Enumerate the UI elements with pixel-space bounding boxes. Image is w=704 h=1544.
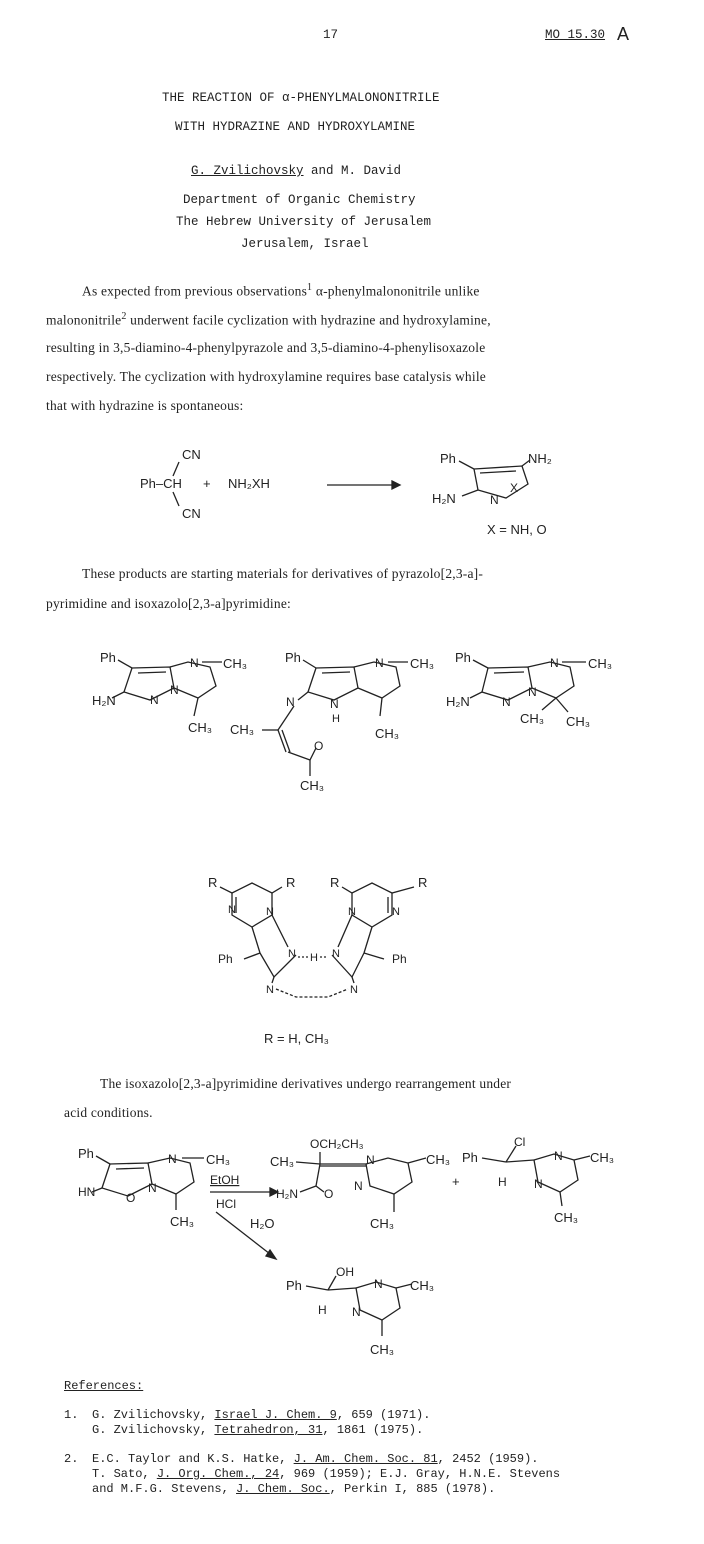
pyrazolopyrimidine-structures (90, 640, 650, 810)
n-label: N (352, 1305, 361, 1319)
h2n-label: H₂N (446, 694, 470, 709)
n-label: N (348, 906, 356, 918)
och2ch3-label: OCH₂CH₃ (310, 1137, 364, 1151)
n-label: N (170, 683, 179, 697)
reaction-scheme-1 (130, 440, 600, 550)
para1-text: α-phenylmalononitrile unlike (312, 283, 480, 299)
structure-c (446, 650, 612, 729)
n-label: N (190, 656, 199, 670)
document-letter: A (617, 24, 630, 44)
ch3-label: CH₃ (230, 722, 255, 737)
ref-text: , 1861 (1975). (322, 1423, 424, 1437)
n-label: N (350, 984, 358, 996)
r-label: R (286, 875, 296, 890)
isoxazolopyrimidine-start (78, 1146, 230, 1229)
ref-journal: J. Org. Chem., 24 (156, 1467, 280, 1481)
reference-1-number: 1. (64, 1408, 79, 1422)
ph-label: Ph (462, 1150, 478, 1165)
n-label: N (332, 948, 340, 960)
ref-journal: Israel J. Chem. 9 (214, 1408, 337, 1422)
n-label: N (534, 1177, 543, 1191)
affiliation-location: Jerusalem, Israel (241, 237, 369, 251)
para1-line-4: respectively. The cyclization with hydroxylamine requires base catalysis while (46, 369, 486, 384)
r-label: R (330, 875, 340, 890)
ch3-label: CH₃ (370, 1216, 395, 1231)
h-label: H (310, 952, 318, 964)
cl-label: Cl (514, 1135, 526, 1149)
ref-text: , 969 (1959); E.J. Gray, H.N.E. Stevens (279, 1467, 561, 1481)
h-label: H (318, 1303, 327, 1317)
product-alcohol (286, 1265, 434, 1357)
ph-label: Ph (455, 650, 471, 665)
r-label: R (418, 875, 428, 890)
author-line (191, 164, 401, 178)
oh-label: OH (336, 1265, 354, 1279)
reagent-label: NH₂XH (228, 476, 270, 491)
ref-text: G. Zvilichovsky, (92, 1408, 215, 1422)
affiliation-university: The Hebrew University of Jerusalem (176, 215, 432, 229)
h2o-label: H₂O (250, 1216, 275, 1231)
cn-label: CN (182, 506, 201, 521)
ch3-label: CH₃ (188, 720, 213, 735)
ch3-label: CH₃ (554, 1210, 579, 1225)
n-label: N (330, 697, 339, 711)
para1-line-3: resulting in 3,5-diamino-4-phenylpyrazole and 3,5-diamino-4-phenylisoxazole (46, 340, 486, 355)
h2n-label: H₂N (92, 693, 116, 708)
ch3-label: CH₃ (375, 726, 400, 741)
ph-label: Ph (440, 451, 456, 466)
ch3-label: CH₃ (566, 714, 591, 729)
plus-sign: + (203, 476, 211, 491)
para1-line-1 (82, 282, 480, 300)
ph-label: Ph (218, 952, 233, 966)
ch3-label: CH₃ (590, 1150, 615, 1165)
dimer-structure (200, 865, 440, 1055)
ch3-label: CH₃ (223, 656, 248, 671)
rearrangement-scheme (70, 1130, 650, 1370)
affiliation-department: Department of Organic Chemistry (183, 193, 416, 207)
ph-ch-label: Ph–CH (140, 476, 182, 491)
n-label: N (374, 1277, 383, 1291)
h-label: H (498, 1175, 507, 1189)
n-label: N (375, 656, 384, 670)
cn-label: CN (182, 447, 201, 462)
ch3-label: CH₃ (426, 1152, 451, 1167)
n-label: N (148, 1181, 157, 1195)
ch3-label: CH₃ (370, 1342, 395, 1357)
ref-text: and M.F.G. Stevens, (92, 1482, 237, 1496)
ch3-label: CH₃ (588, 656, 613, 671)
n-label: N (168, 1152, 177, 1166)
h-label: H (332, 713, 340, 725)
n-label: N (266, 906, 274, 918)
structure-a (92, 650, 247, 735)
etoh-label: EtOH (210, 1173, 240, 1187)
reference-1-line-1 (92, 1408, 430, 1422)
ch3-label: CH₃ (170, 1214, 195, 1229)
ref-text: , Perkin I, 885 (1978). (329, 1482, 496, 1496)
para1-line-5: that with hydrazine is spontaneous: (46, 398, 244, 413)
ref-journal: J. Am. Chem. Soc. 81 (293, 1452, 438, 1466)
n-label: N (266, 984, 274, 996)
reference-2-number: 2. (64, 1452, 79, 1466)
ch3-label: CH₃ (300, 778, 325, 793)
ref-journal: Tetrahedron, 31 (214, 1423, 323, 1437)
ref-text: G. Zvilichovsky, (92, 1423, 215, 1437)
r-definition: R = H, CH₃ (264, 1031, 329, 1046)
ch3-label: CH₃ (410, 656, 435, 671)
ch3-label: CH₃ (206, 1152, 231, 1167)
footnote-ref-2: 2 (121, 311, 127, 322)
title-line-1: THE REACTION OF α-PHENYLMALONONITRILE (162, 91, 440, 105)
author-1: G. Zvilichovsky (191, 164, 304, 178)
nh2-label: NH₂ (528, 451, 552, 466)
n-label: N (150, 693, 159, 707)
ch3-label: CH₃ (410, 1278, 435, 1293)
n-label: N (528, 685, 537, 699)
n-label: N (502, 695, 511, 709)
o-label: O (314, 739, 324, 753)
page-number: 17 (323, 28, 339, 42)
para2-line-1: These products are starting materials for derivatives of pyrazolo[2,3-a]- (82, 566, 484, 581)
ch3-label: CH₃ (520, 711, 545, 726)
r-label: R (208, 875, 218, 890)
n-label: N (550, 656, 559, 670)
para1-text: underwent facile cyclization with hydrazine and hydroxylamine, (126, 312, 491, 328)
hn-label: HN (78, 1185, 96, 1199)
n-label: N (490, 493, 499, 507)
x-label: X (510, 481, 519, 495)
n-label: N (228, 904, 236, 916)
author-connector: and M. David (311, 164, 402, 178)
ref-text: T. Sato, (92, 1467, 157, 1481)
o-label: O (324, 1187, 334, 1201)
h2n-label: H₂N (432, 491, 456, 506)
para3-line-1: The isoxazolo[2,3-a]pyrimidine derivatives undergo rearrangement under (100, 1076, 512, 1091)
footnote-ref-1: 1 (307, 282, 313, 293)
product-ester (270, 1137, 450, 1231)
product-chloride (462, 1135, 614, 1225)
structure-b (230, 650, 434, 793)
reference-2-line-3 (92, 1482, 495, 1496)
h2n-label: H₂N (276, 1187, 298, 1201)
o-label: O (126, 1191, 136, 1205)
n-label: N (392, 906, 400, 918)
para1-text: malononitrile (46, 312, 122, 328)
reference-2-line-2 (92, 1467, 560, 1481)
references-heading: References: (64, 1379, 144, 1393)
n-label: N (286, 695, 295, 709)
ph-label: Ph (100, 650, 116, 665)
para1-line-2 (46, 311, 491, 329)
ref-text: , 659 (1971). (336, 1408, 431, 1422)
para2-line-2: pyrimidine and isoxazolo[2,3-a]pyrimidine: (46, 596, 291, 611)
ref-text: E.C. Taylor and K.S. Hatke, (92, 1452, 294, 1466)
para3-line-2: acid conditions. (64, 1105, 153, 1120)
n-label: N (354, 1179, 363, 1193)
reference-1-line-2 (92, 1423, 423, 1437)
title-line-2: WITH HYDRAZINE AND HYDROXYLAMINE (175, 120, 416, 134)
ch3-label: CH₃ (270, 1154, 295, 1169)
n-label: N (366, 1153, 375, 1167)
ph-label: Ph (285, 650, 301, 665)
ref-journal: J. Chem. Soc. (236, 1482, 330, 1496)
plus-sign: + (452, 1174, 460, 1189)
para1-text: As expected from previous observations (82, 283, 308, 299)
ref-text: , 2452 (1959). (437, 1452, 539, 1466)
ph-label: Ph (78, 1146, 94, 1161)
n-label: N (288, 948, 296, 960)
ph-label: Ph (286, 1278, 302, 1293)
hcl-label: HCl (216, 1197, 236, 1211)
reference-2-line-1 (92, 1452, 539, 1466)
document-code: MO 15.30 (545, 28, 606, 42)
n-label: N (554, 1149, 563, 1163)
x-definition: X = NH, O (487, 522, 547, 537)
ph-label: Ph (392, 952, 407, 966)
